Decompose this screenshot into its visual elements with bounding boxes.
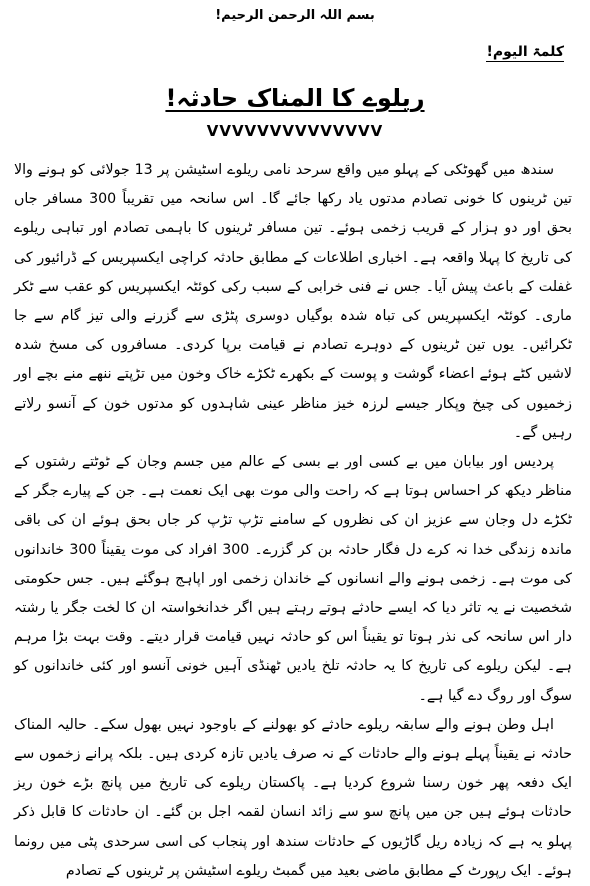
article-paragraph-2: پردیس اور بیابان میں بے کسی اور بے بسی کے عالم میں جسم وجان کے ٹوٹتے رشتوں کے مناظر دیکھ کر احساس ہوتا ہے کہ راحت والی موت بھی ایک نعمت ہے۔ جن کے پیارے جگر کے ٹکڑے دل وجان سے عزیز ان کی نظروں کے سامنے تڑپ تڑپ کر جاں بحق ہوئے ان کی باقی ماندہ زندگی خدا نہ کرے دل فگار حادثہ بن کر گزرے۔ 300 افراد کی موت یقیناً 300 خاندانوں کی موت ہے۔ زخمی ہونے والے انسانوں کے خاندان زخمی اور اپاہج ہوگئے ہیں۔ جس حکومتی شخصیت نے یہ تاثر دیا کہ ایسے حادثے ہوتے رہتے ہیں اگر خدانخواستہ ان کا لخت جگر یا رشتہ دار اس سانحہ کی نذر ہوتا تو یقیناً اس کو حادثہ نہیں قیامت قرار دیتے۔ وقت بہت بڑا مرہم ہے۔ لیکن ریلوے کی تاریخ کا یہ حادثہ تلخ یادیں ٹھنڈی آہیں خونی آنسو اور کئی خاندانوں کو سوگ اور روگ دے گیا ہے۔ (14, 454, 572, 704)
title-ornament: VVVVVVVVVVVVVV (206, 122, 384, 140)
article-body (14, 156, 572, 886)
article-paragraph-3: اہل وطن ہونے والے سابقہ ریلوے حادثے کو بھولنے کے باوجود نہیں بھول سکے۔ حالیہ المناک حادثہ نے یقیناً پہلے ہونے والے حادثات کے نہ صرف یادیں تازہ کردی ہیں۔ بلکہ پرانے زخموں سے ایک دفعہ پھر خون رسنا شروع کردیا ہے۔ پاکستان ریلوے کی تاریخ میں پانچ بڑے خون ریز حادثات ہوئے ہیں جن میں پانچ سو سے زائد انسان لقمہ اجل بن گئے۔ ان حادثات کا قابل ذکر پہلو یہ ہے کہ زیادہ ریل گاڑیوں کے حادثات سندھ اور پنجاب کی اسی سرحدی پٹی میں رونما ہوئے۔ ایک رپورٹ کے مطابق ماضی بعید میں گمبٹ ریلوے اسٹیشن پر ٹرینوں کے تصادم (14, 716, 572, 879)
article-title: ریلوے کا المناک حادثہ! (165, 84, 425, 112)
bismillah-header: بسم اللہ الرحمن الرحیم! (215, 8, 375, 23)
article-paragraph-1: سندھ میں گھوٹکی کے پہلو میں واقع سرحد نامی ریلوے اسٹیشن پر 13 جولائی کو ہونے والا تین ٹرینوں کا خونی تصادم مدتوں یاد رکھا جائے گا۔ اس سانحہ میں تقریباً 300 مسافر جاں بحق اور دو ہزار کے قریب زخمی ہوئے۔ تین مسافر ٹرینوں کا باہمی تصادم اور تباہی ریلوے کی تاریخ کا پہلا واقعہ ہے۔ اخباری اطلاعات کے مطابق حادثہ کراچی ایکسپریس کے ڈرائیور کی غفلت کے باعث پیش آیا۔ جس نے فنی خرابی کے سبب رکی کوئٹہ ایکسپریس کو عقب سے ٹکر ماری۔ کوئٹہ ایکسپریس کی تباہ شدہ بوگیاں دوسری پٹڑی سے گزرنے والی تیز گام سے جا ٹکرائیں۔ یوں تین ٹرینوں کے دوہرے تصادم نے قیامت برپا کردی۔ مسافروں کی مسخ شدہ لاشیں کٹے ہوئے اعضاء گوشت و پوست کے بکھرے ٹکڑے خاک وخون میں تڑپتے ننھے منے بچے اور زخمیوں کی چیخ وپکار جیسے لرزہ خیز مناظر عینی شاہدوں کو مدتوں خون کے آنسو رلاتے رہیں گے۔ (14, 162, 572, 441)
column-name: کلمۃ الیوم! (486, 44, 564, 60)
